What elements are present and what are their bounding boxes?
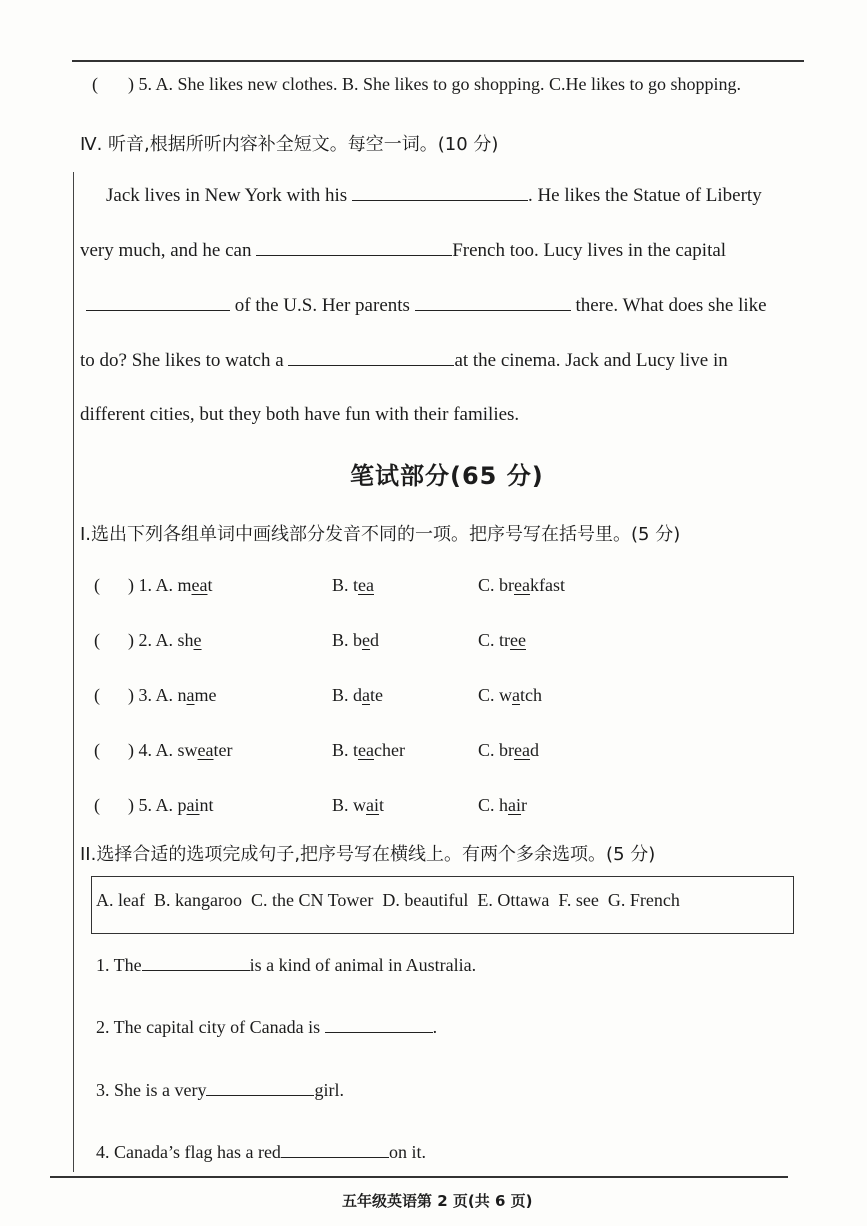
answer-blank[interactable] [415,309,571,311]
option-b: B. kangaroo [153,890,242,910]
sentence-3: 3. She is a very girl. [96,1080,344,1100]
option-b-word: B. teacher [332,740,405,760]
passage-line-4: to do? She likes to watch a at the cinema. Jack and Lucy live in [80,350,728,371]
item-number: 2. [138,630,152,650]
passage-line-1: Jack lives in New York with his . He likes the Statue of Liberty [106,185,762,206]
option-b-word: B. wait [332,795,385,815]
answer-blank[interactable] [142,969,250,971]
phonics-item-row [94,685,694,706]
option-e: E. Ottawa [477,890,550,910]
option-a-word: A. she [155,630,202,650]
answer-blank[interactable] [86,309,230,311]
option-b-word: B. date [332,685,384,705]
answer-paren[interactable]: ( ) [94,575,134,595]
passage-line-5: different cities, but they both have fun with their families. [80,404,520,425]
part-1-heading: I.选出下列各组单词中画线部分发音不同的一项。把序号写在括号里。(5 分) [80,524,681,545]
option-b-word: B. bed [332,630,380,650]
option-f: F. see [558,890,599,910]
phonics-item-row [94,795,694,816]
part-2-heading: II.选择合适的选项完成句子,把序号写在横线上。有两个多余选项。(5 分) [80,844,656,865]
passage-line-3: of the U.S. Her parents there. What does she like [86,295,767,317]
answer-blank[interactable] [352,199,528,201]
item-number: 5. [138,795,152,815]
option-a: A. leaf [96,890,145,910]
option-g: G. French [607,890,680,910]
option-c-word: C. breakfast [478,575,565,595]
option-c-word: C. hair [478,795,528,815]
option-a-word: A. paint [155,795,214,815]
phonics-item-row [94,740,694,761]
answer-paren[interactable]: ( ) [94,685,134,705]
answer-blank[interactable] [256,254,452,256]
answer-paren[interactable]: ( ) [94,740,134,760]
option-c-word: C. bread [478,740,539,760]
option-a-word: A. meat [155,575,213,595]
top-rule [72,60,804,62]
answer-blank[interactable] [325,1031,433,1033]
answer-paren-open[interactable]: ( [92,74,98,94]
option-c: C. the CN Tower [250,890,374,910]
item-number: 1. [138,575,152,595]
option-a-word: A. sweater [155,740,233,760]
top-question [92,74,741,95]
passage-line-2: very much, and he can French too. Lucy lives in the capital [80,240,727,261]
answer-paren[interactable]: ( ) [94,795,134,815]
written-part-title: 笔试部分(65 分) [350,462,544,490]
options-list [96,890,680,911]
sentence-2: 2. The capital city of Canada is . [96,1017,438,1037]
answer-paren-close: ) [128,74,134,94]
answer-blank[interactable] [206,1094,314,1096]
phonics-item-row [94,630,694,651]
item-number: 3. [138,685,152,705]
answer-blank[interactable] [288,364,454,366]
sentence-1: 1. The is a kind of animal in Australia. [96,955,477,975]
left-margin-line [73,172,74,1172]
option-c-word: C. tree [478,630,526,650]
sentence-4: 4. Canada’s flag has a red on it. [96,1142,426,1162]
question-text: 5. A. She likes new clothes. B. She likes to go shopping. C.He likes to go shopping. [138,74,741,94]
phonics-item-row [94,575,694,596]
option-b-word: B. tea [332,575,374,595]
item-number: 4. [138,740,152,760]
option-d: D. beautiful [382,890,469,910]
bottom-rule [50,1176,788,1178]
option-a-word: A. name [155,685,217,705]
option-c-word: C. watch [478,685,543,705]
section-4-heading: Ⅳ. 听音,根据所听内容补全短文。每空一词。(10 分) [80,134,499,155]
answer-paren[interactable]: ( ) [94,630,134,650]
answer-blank[interactable] [281,1156,389,1158]
page-footer: 五年级英语第 2 页(共 6 页) [342,1192,533,1210]
